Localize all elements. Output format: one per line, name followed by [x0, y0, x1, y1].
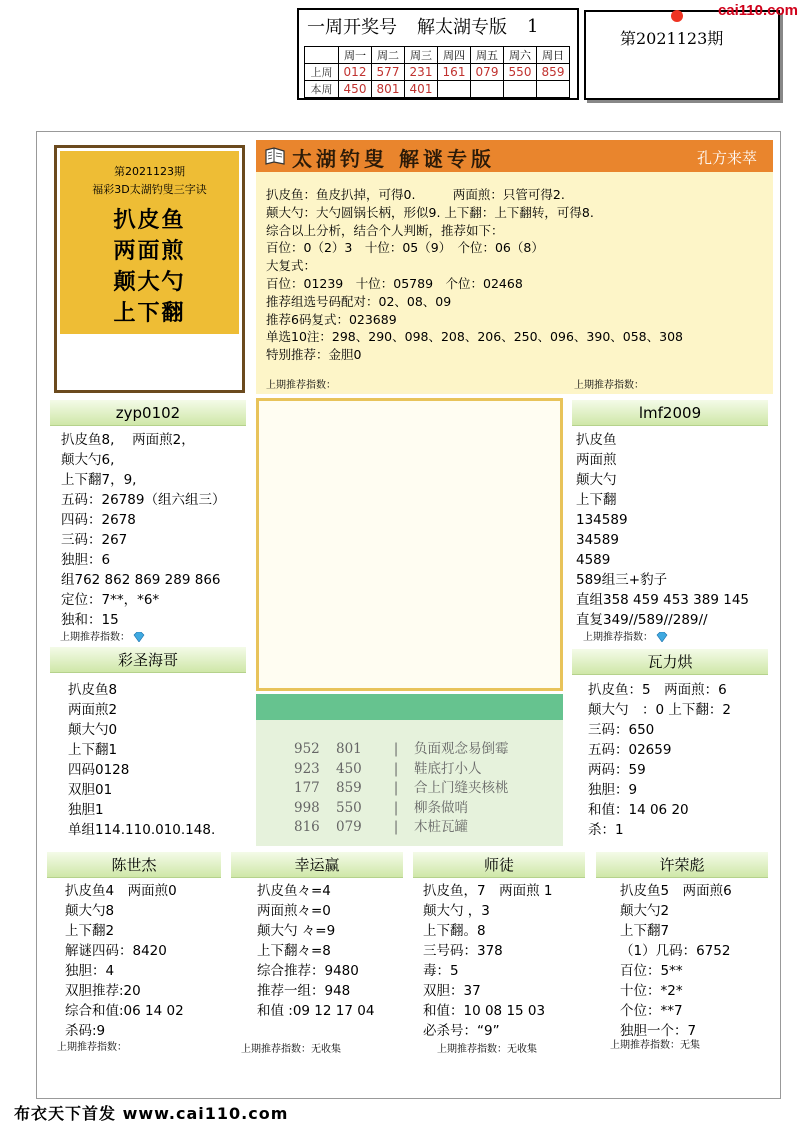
card-line: 上下翻2: [65, 923, 115, 939]
card-line: 组762 862 869 289 866: [61, 572, 221, 588]
card-line: 上下翻7，9,: [61, 472, 137, 488]
card-line: 毒：5: [423, 963, 459, 979]
weekly-draw-box: [297, 8, 579, 100]
card-line: 双胆推荐:20: [65, 983, 141, 999]
card-line: 颠大勺 々=9: [257, 923, 336, 939]
history-header-bar: [256, 694, 563, 720]
card-caisheng-haige: [50, 647, 246, 845]
book-icon: [264, 146, 286, 166]
card-line: 扒皮鱼8, 两面煎2，: [61, 432, 195, 448]
card-line: 三号码：378: [423, 943, 503, 959]
title-edition: 解太湖专版: [417, 17, 507, 38]
diamond-icon: [656, 632, 668, 642]
recommend-index-label: 上期推荐指数：无集: [610, 1040, 700, 1051]
card-line: 扒皮鱼5 两面煎6: [620, 883, 732, 899]
card-xingyunying: [231, 852, 403, 1057]
card-body: [572, 675, 768, 840]
card-line: 扒皮鱼，7 两面煎 1: [423, 883, 553, 899]
card-line: 颠大勺8: [65, 903, 115, 919]
card-line: 和值 :09 12 17 04: [257, 1003, 375, 1019]
card-line: 双胆：37: [423, 983, 481, 999]
card-line: 颠大勺6,: [61, 452, 115, 468]
recommend-index-label: 上期推荐指数：: [266, 380, 336, 391]
card-shitu: [413, 852, 585, 1057]
card-line: 颠大勺 ，3: [423, 903, 490, 919]
card-line: 上下翻: [576, 492, 617, 508]
recommend-index-label: 上期推荐指数：无收集: [241, 1044, 341, 1055]
card-body: [231, 878, 403, 1021]
card-line: 综合推荐：9480: [257, 963, 359, 979]
card-line: 直组358 459 453 389 145: [576, 592, 750, 608]
table-cell: 550: [504, 64, 537, 81]
period-box: [584, 10, 780, 100]
weekly-draw-title: [299, 10, 577, 42]
site-logo-dot-icon: [671, 10, 683, 22]
card-line: 独和：15: [61, 612, 119, 628]
table-cell: 079: [471, 64, 504, 81]
table-cell: 401: [405, 81, 438, 98]
analysis-line: 扒皮鱼：鱼皮扒掉，可得0. 两面煎：只管可得2.: [266, 187, 565, 202]
recommend-index-label: 上期推荐指数：: [57, 1042, 127, 1053]
card-line: 综合和值:06 14 02: [65, 1003, 184, 1019]
card-line: 扒皮鱼8: [68, 682, 118, 698]
card-title: 瓦力烘: [572, 649, 768, 675]
card-line: 十位：*2*: [620, 983, 683, 999]
card-line: 四码：2678: [61, 512, 136, 528]
card-body: [413, 878, 585, 1041]
header-cell: 周二: [372, 47, 405, 64]
card-line: 必杀号：“9”: [423, 1023, 500, 1039]
card-line: 和值：10 08 15 03: [423, 1003, 546, 1019]
card-line: 三码：650: [588, 722, 655, 738]
card-line: 独胆：9: [588, 782, 638, 798]
analysis-line: 大复式：: [266, 258, 317, 274]
recommend-index-label: 上期推荐指数：: [574, 380, 644, 391]
table-cell: 801: [372, 81, 405, 98]
analysis-line: 推荐6码复式：023689: [266, 311, 397, 327]
seal-riddle-list: [60, 205, 239, 329]
card-line: 和值：14 06 20: [588, 802, 689, 818]
analysis-line: 特别推荐：金胆0: [266, 347, 362, 363]
card-line: 扒皮鱼々=4: [257, 883, 331, 899]
list-item: 998 550 | 柳条做哨: [294, 799, 468, 816]
card-line: 两面煎: [576, 452, 617, 468]
recommend-index-label: 上期推荐指数：: [60, 632, 130, 643]
period-number: 第2021123期: [620, 29, 724, 48]
card-footer: [60, 628, 145, 643]
header-cell: 周四: [438, 47, 471, 64]
card-line: 五码：02659: [588, 742, 672, 758]
footer-logo[interactable]: 布衣天下首发 www.cai110.com: [14, 1104, 289, 1123]
table-cell: 577: [372, 64, 405, 81]
header-cell: 周三: [405, 47, 438, 64]
special-edition-panel: [256, 140, 773, 394]
riddle-seal-panel: [60, 151, 239, 334]
table-cell: [537, 81, 570, 98]
diamond-icon: [133, 632, 145, 642]
table-cell: 012: [339, 64, 372, 81]
card-line: 推荐一组：948: [257, 983, 351, 999]
table-row: [305, 64, 570, 81]
list-item: 177 859 | 合上门缝夹核桃: [294, 780, 509, 796]
card-line: 三码：267: [61, 532, 128, 548]
card-line: 134589: [576, 512, 628, 528]
card-line: 个位：**7: [620, 1003, 683, 1019]
list-item: 952 801 | 负面观念易倒霉: [294, 741, 509, 757]
seal-subtitle: 福彩3D太湖钓叟三字诀: [92, 183, 207, 196]
table-cell: 450: [339, 81, 372, 98]
weekly-draw-table: [304, 46, 570, 98]
table-header-row: [305, 47, 570, 64]
card-line: 34589: [576, 532, 619, 548]
card-line: 双胆01: [68, 782, 113, 798]
table-cell: 231: [405, 64, 438, 81]
table-cell: [438, 81, 471, 98]
card-walihong: [572, 649, 768, 847]
special-edition-title: 太湖钓叟 解谜专版: [292, 147, 495, 171]
card-body: [572, 426, 768, 630]
center-blank-panel: [256, 398, 563, 691]
table-row: [305, 81, 570, 98]
card-body: [50, 426, 246, 630]
card-line: 解谜四码：8420: [65, 943, 167, 959]
card-title: 师徒: [413, 852, 585, 878]
card-body: [50, 673, 246, 840]
riddle-line: 颠大勺: [113, 269, 186, 295]
card-line: 上下翻1: [68, 742, 118, 758]
title-edition-number: 1: [527, 15, 539, 37]
card-line: 独胆：6: [61, 552, 111, 568]
card-line: 五码：26789（组六组三）: [61, 492, 226, 508]
row-label-this-week: 本周: [305, 81, 339, 98]
card-line: 独胆1: [68, 802, 104, 818]
site-logo[interactable]: cai110.com: [717, 2, 798, 19]
card-title: lmf2009: [572, 400, 768, 426]
card-line: 两面煎々=0: [257, 903, 331, 919]
card-line: 百位：5**: [620, 963, 683, 979]
riddle-line: 上下翻: [113, 300, 186, 326]
card-line: （1）几码：6752: [620, 943, 731, 959]
seal-period: 第2021123期: [114, 165, 185, 178]
header-cell: 周日: [537, 47, 570, 64]
card-line: 扒皮鱼: [576, 432, 617, 448]
card-line: 两面煎2: [68, 702, 118, 718]
recommend-index-label: 上期推荐指数：无收集: [437, 1044, 537, 1055]
header-cell: 周一: [339, 47, 372, 64]
card-zyp0102: [50, 400, 246, 643]
table-cell: [504, 81, 537, 98]
card-line: 杀：1: [588, 822, 624, 838]
card-title: 许荣彪: [596, 852, 768, 878]
analysis-line: 单选10注：298、290、098、208、206、250、096、390、058、308: [266, 329, 683, 345]
card-line: 上下翻々=8: [257, 943, 331, 959]
card-xurongbiao: [596, 852, 768, 1057]
card-title: 幸运赢: [231, 852, 403, 878]
header-cell: 周五: [471, 47, 504, 64]
card-title: 陈世杰: [47, 852, 221, 878]
card-title: zyp0102: [50, 400, 246, 426]
special-edition-body: [256, 172, 773, 364]
card-line: 定位：7**，*6*: [61, 592, 160, 608]
special-edition-header: [256, 140, 773, 172]
card-line: 颠大勺: [576, 472, 617, 488]
card-line: 扒皮鱼4 两面煎0: [65, 883, 177, 899]
table-cell: 859: [537, 64, 570, 81]
card-title: 彩圣海哥: [50, 647, 246, 673]
card-line: 扒皮鱼：5 两面煎：6: [588, 682, 727, 698]
list-item: 816 079 | 木桩瓦罐: [294, 819, 468, 835]
card-line: 颠大勺2: [620, 903, 670, 919]
card-chenshijie: [47, 852, 221, 1057]
card-body: [47, 878, 221, 1041]
card-footer: [583, 628, 668, 643]
riddle-seal-box: [54, 145, 245, 393]
card-line: 四码0128: [68, 762, 130, 778]
card-body: [596, 878, 768, 1041]
title-weekly-numbers: 一周开奖号: [307, 17, 397, 38]
card-line: 两码：59: [588, 762, 646, 778]
card-line: 杀码:9: [65, 1023, 106, 1039]
riddle-line: 两面煎: [113, 238, 186, 264]
recommend-index-label: 上期推荐指数：: [583, 632, 653, 643]
card-line: 单组114.110.010.148.: [68, 822, 216, 838]
card-line: 颠大勺 ：0 上下翻：2: [588, 702, 731, 718]
card-lmf2009: [572, 400, 768, 643]
header-cell: 周六: [504, 47, 537, 64]
analysis-line: 颠大勺：大勺圆锅长柄，形似9. 上下翻：上下翻转，可得8.: [266, 204, 594, 220]
card-line: 4589: [576, 552, 611, 568]
analysis-line: 百位：0（2）3 十位：05（9） 个位：06（8）: [266, 240, 544, 256]
card-line: 589组三+豹子: [576, 572, 668, 588]
analysis-line: 综合以上分析，结合个人判断，推荐如下：: [266, 222, 504, 238]
card-line: 独胆：4: [65, 963, 115, 979]
card-line: 上下翻7: [620, 923, 670, 939]
riddle-line: 扒皮鱼: [113, 207, 186, 233]
analysis-line: 百位：01239 十位：05789 个位：02468: [266, 275, 523, 291]
history-riddle-list: [256, 720, 563, 846]
special-edition-author: 孔方来萃: [696, 149, 757, 167]
table-cell: [471, 81, 504, 98]
table-cell: 161: [438, 64, 471, 81]
card-line: 颠大勺0: [68, 722, 118, 738]
list-item: 923 450 | 鞋底打小人: [294, 760, 482, 777]
card-line: 独胆一个：7: [620, 1023, 697, 1039]
card-line: 上下翻。8: [423, 923, 486, 939]
card-line: 直复349//589//289//: [576, 612, 708, 628]
analysis-line: 推荐组选号码配对：02、08、09: [266, 293, 452, 309]
row-label-last-week: 上周: [305, 64, 339, 81]
